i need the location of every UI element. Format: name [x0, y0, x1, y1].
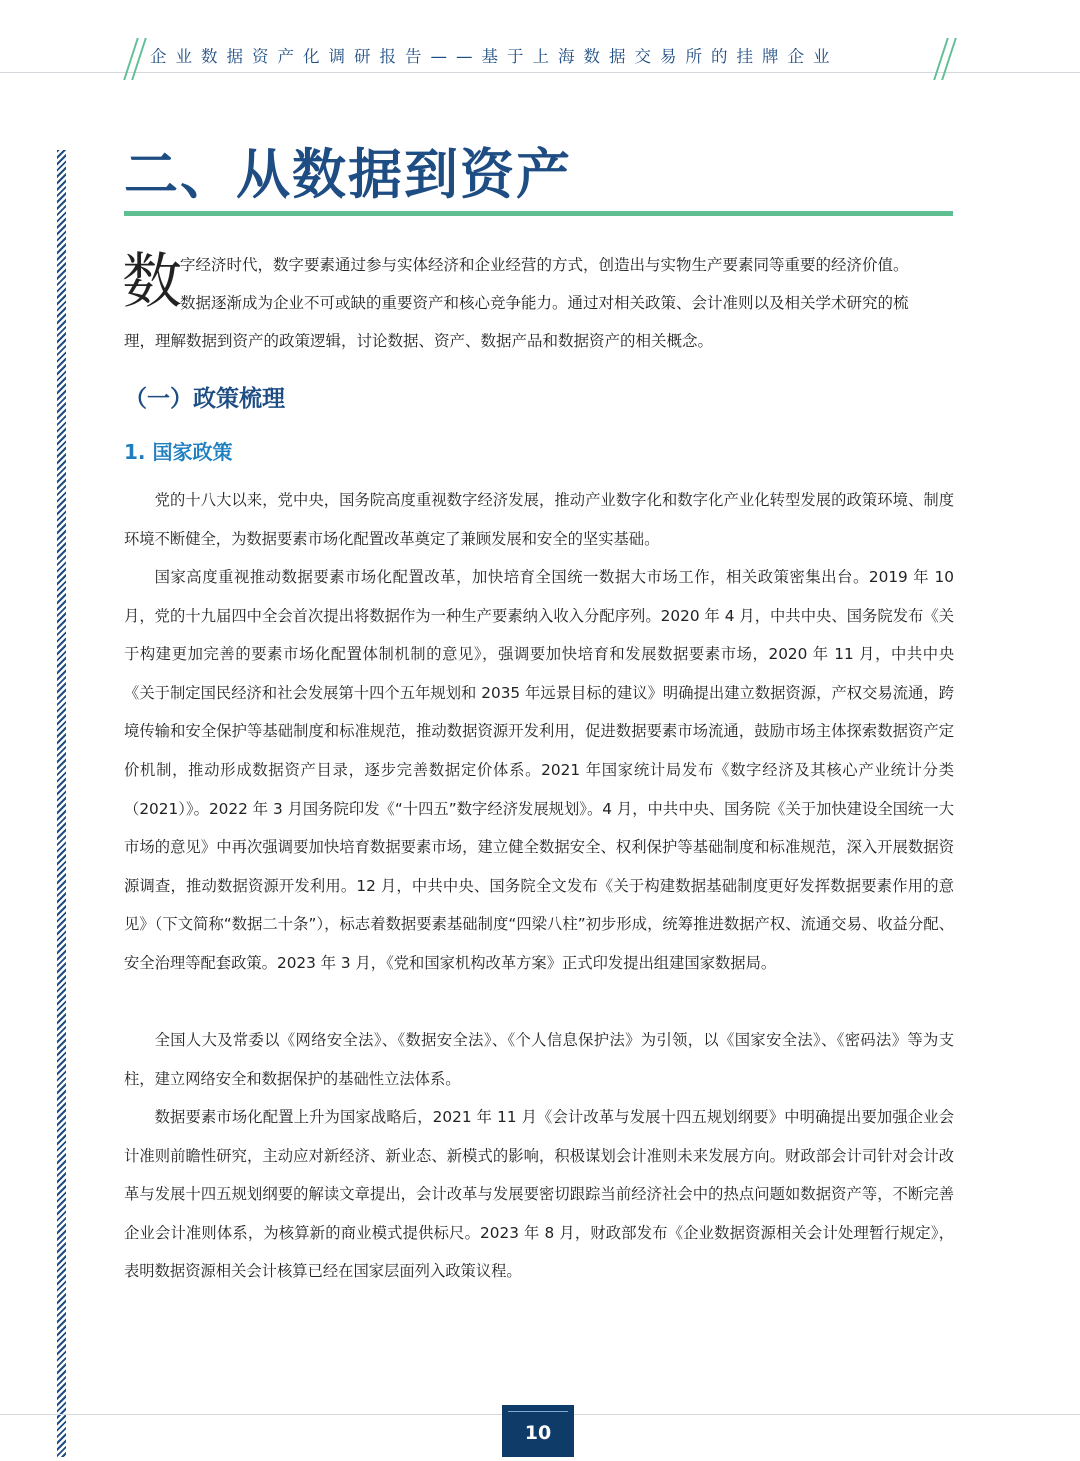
page-number-rule [508, 1411, 568, 1412]
page-number: 10 [502, 1405, 574, 1457]
body-paragraph-3: 全国人大及常委以《网络安全法》、《数据安全法》、《个人信息保护法》为引领，以《国家安全法》、《密码法》等为支柱，建立网络安全和数据保护的基础性立法体系。 [124, 1031, 954, 1088]
body-paragraph-2: 国家高度重视推动数据要素市场化配置改革，加快培育全国统一数据大市场工作，相关政策密集出台。2019 年 10 月，党的十九届四中全会首次提出将数据作为一种生产要素纳入收入分配序列。2020 年 4 月，中共中央、国务院发布《关于构建更加完善的要素市场化配置体制机制的意见》，强调要加快培育和发展数据要素市场，2020 年 11 月，中共中央《关于制定国民经济和社会发展第十四个五年规划和 2035 年远景目标的建议》明确提出建立数据资源，产权交易流通，跨境传输和安全保护等基础制度和标准规范，推动数据资源开发利用，促进数据要素市场流通，鼓励市场主体探索数据资产定价机制，推动形成数据资产目录，逐步完善数据定价体系。2021 年国家统计局发布《数字经济及其核心产业统计分类（2021）》。2022 年 3 月国务院印发《“十四五”数字经济发展规划》。4 月，中共中央、国务院《关于加快建设全国统一大市场的意见》中再次强调要加快培育数据要素市场，建立健全数据安全、权利保护等基础制度和标准规范，深入开展数据资源调查，推动数据资源开发利用。12 月，中共中央、国务院全文发布《关于构建数据基础制度更好发挥数据要素作用的意见》（下文简称“数据二十条”），标志着数据要素基础制度“四梁八柱”初步形成，统筹推进数据产权、流通交易、收益分配、安全治理等配套政策。2023 年 3 月，《党和国家机构改革方案》正式印发提出组建国家数据局。 [124, 568, 954, 972]
header-slash-left-1 [123, 38, 139, 80]
chapter-title-rule [124, 211, 953, 216]
header-divider [0, 72, 1080, 73]
body-paragraph-4: 数据要素市场化配置上升为国家战略后，2021 年 11 月《会计改革与发展十四五规划纲要》中明确提出要加强企业会计准则前瞻性研究，主动应对新经济、新业态、新模式的影响，积极谋划会计准则未来发展方向。财政部会计司针对会计改革与发展十四五规划纲要的解读文章提出，会计改革与发展要密切跟踪当前经济社会中的热点问题如数据资产等，不断完善企业会计准则体系，为核算新的商业模式提供标尺。2023 年 8 月，财政部发布《企业数据资源相关会计处理暂行规定》，表明数据资源相关会计核算已经在国家层面列入政策议程。 [124, 1108, 954, 1281]
body-paragraph-1: 党的十八大以来，党中央，国务院高度重视数字经济发展，推动产业数字化和数字化产业化转型发展的政策环境、制度环境不断健全，为数据要素市场化配置改革奠定了兼顾发展和安全的坚实基础。 [124, 491, 954, 548]
intro-line-1: 字经济时代，数字要素通过参与实体经济和企业经营的方式，创造出与实物生产要素同等重要的经济价值。 [180, 256, 909, 274]
header-slash-right-1 [933, 38, 949, 80]
side-decorative-stripe [57, 150, 66, 1457]
intro-line-2: 数据逐渐成为企业不可或缺的重要资产和核心竞争能力。通过对相关政策、会计准则以及相关学术研究的梳 [180, 294, 909, 312]
intro-line-3: 理，理解数据到资产的政策逻辑，讨论数据、资产、数据产品和数据资产的相关概念。 [124, 332, 714, 350]
section-title: （一）政策梳理 [124, 386, 285, 412]
intro-dropcap: 数 [122, 247, 182, 317]
chapter-title: 二、从数据到资产 [124, 143, 572, 206]
subsection-title: 1. 国家政策 [124, 440, 233, 464]
running-header-title: 企业数据资产化调研报告——基于上海数据交易所的挂牌企业 [150, 47, 839, 66]
